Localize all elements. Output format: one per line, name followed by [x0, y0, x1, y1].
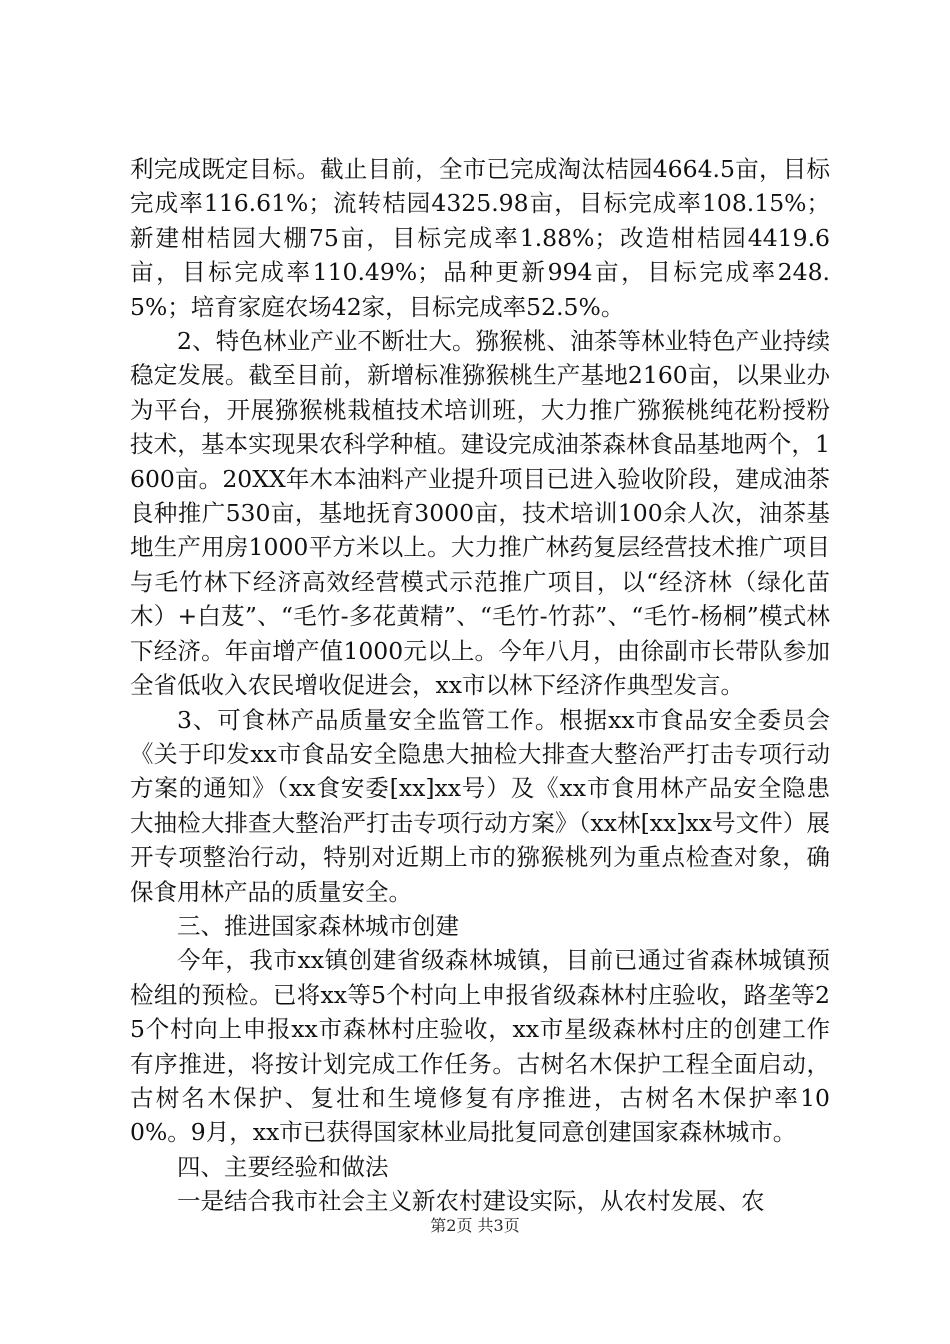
document-body — [130, 152, 830, 1219]
page-footer: 第2页 共3页 — [430, 1216, 520, 1235]
paragraph-4: 今年，我市xx镇创建省级森林城镇，目前已通过省森林城镇预检组的预检。已将xx等5个村向上申报省级森林村庄验收，路垄等25个村向上申报xx市森林村庄验收，xx市星级森林村庄的创建工作有序推进，将按计划完成工作任务。古树名木保护工程全面启动，古树名木保护、复壮和生境修复有序推进，古树名木保护率100%。9月，xx市已获得国家林业局批复同意创建国家森林城市。 — [130, 946, 830, 1147]
paragraph-5: 一是结合我市社会主义新农村建设实际，从农村发展、农 — [177, 1187, 765, 1216]
section-heading-3: 三、推进国家森林城市创建 — [177, 911, 459, 940]
paragraph-2: 2、特色林业产业不断壮大。猕猴桃、油茶等林业特色产业持续稳定发展。截至目前，新增标准猕猴桃生产基地2160亩，以果业办为平台，开展猕猴桃栽植技术培训班，大力推广猕猴桃纯花粉授粉技术，基本实现果农科学种植。建设完成油茶森林食品基地两个，1600亩。20XX年木本油料产业提升项目已进入验收阶段，建成油茶良种推广530亩，基地抚育3000亩，技术培训100余人次，油茶基地生产用房1000平方米以上。大力推广林药复层经营技术推广项目与毛竹林下经济高效经营模式示范推广项目，以“经济林（绿化苗木）+白芨”、“毛竹-多花黄精”、“毛竹-竹荪”、“毛竹-杨桐”模式林下经济。年亩增产值1000元以上。今年八月，由徐副市长带队参加全省低收入农民增收促进会，xx市以林下经济作典型发言。 — [130, 327, 830, 700]
paragraph-3: 3、可食林产品质量安全监管工作。根据xx市食品安全委员会《关于印发xx市食品安全隐患大抽检大排查大整治严打击专项行动方案的通知》（xx食安委[xx]xx号）及《xx市食用林产品安全隐患大抽检大排查大整治严打击专项行动方案》（xx林[xx]xx号文件）展开专项整治行动，特别对近期上市的猕猴桃列为重点检查对象，确保食用林产品的质量安全。 — [130, 705, 830, 906]
section-heading-4: 四、主要经验和做法 — [177, 1152, 389, 1181]
paragraph-1: 利完成既定目标。截止目前，全市已完成淘汰桔园4664.5亩，目标完成率116.61%；流转桔园4325.98亩，目标完成率108.15%；新建柑桔园大棚75亩，目标完成率1.88%；改造柑桔园4419.6亩，目标完成率110.49%；品种更新994亩，目标完成率248.5%；培育家庭农场42家，目标完成率52.5%。 — [130, 155, 830, 321]
